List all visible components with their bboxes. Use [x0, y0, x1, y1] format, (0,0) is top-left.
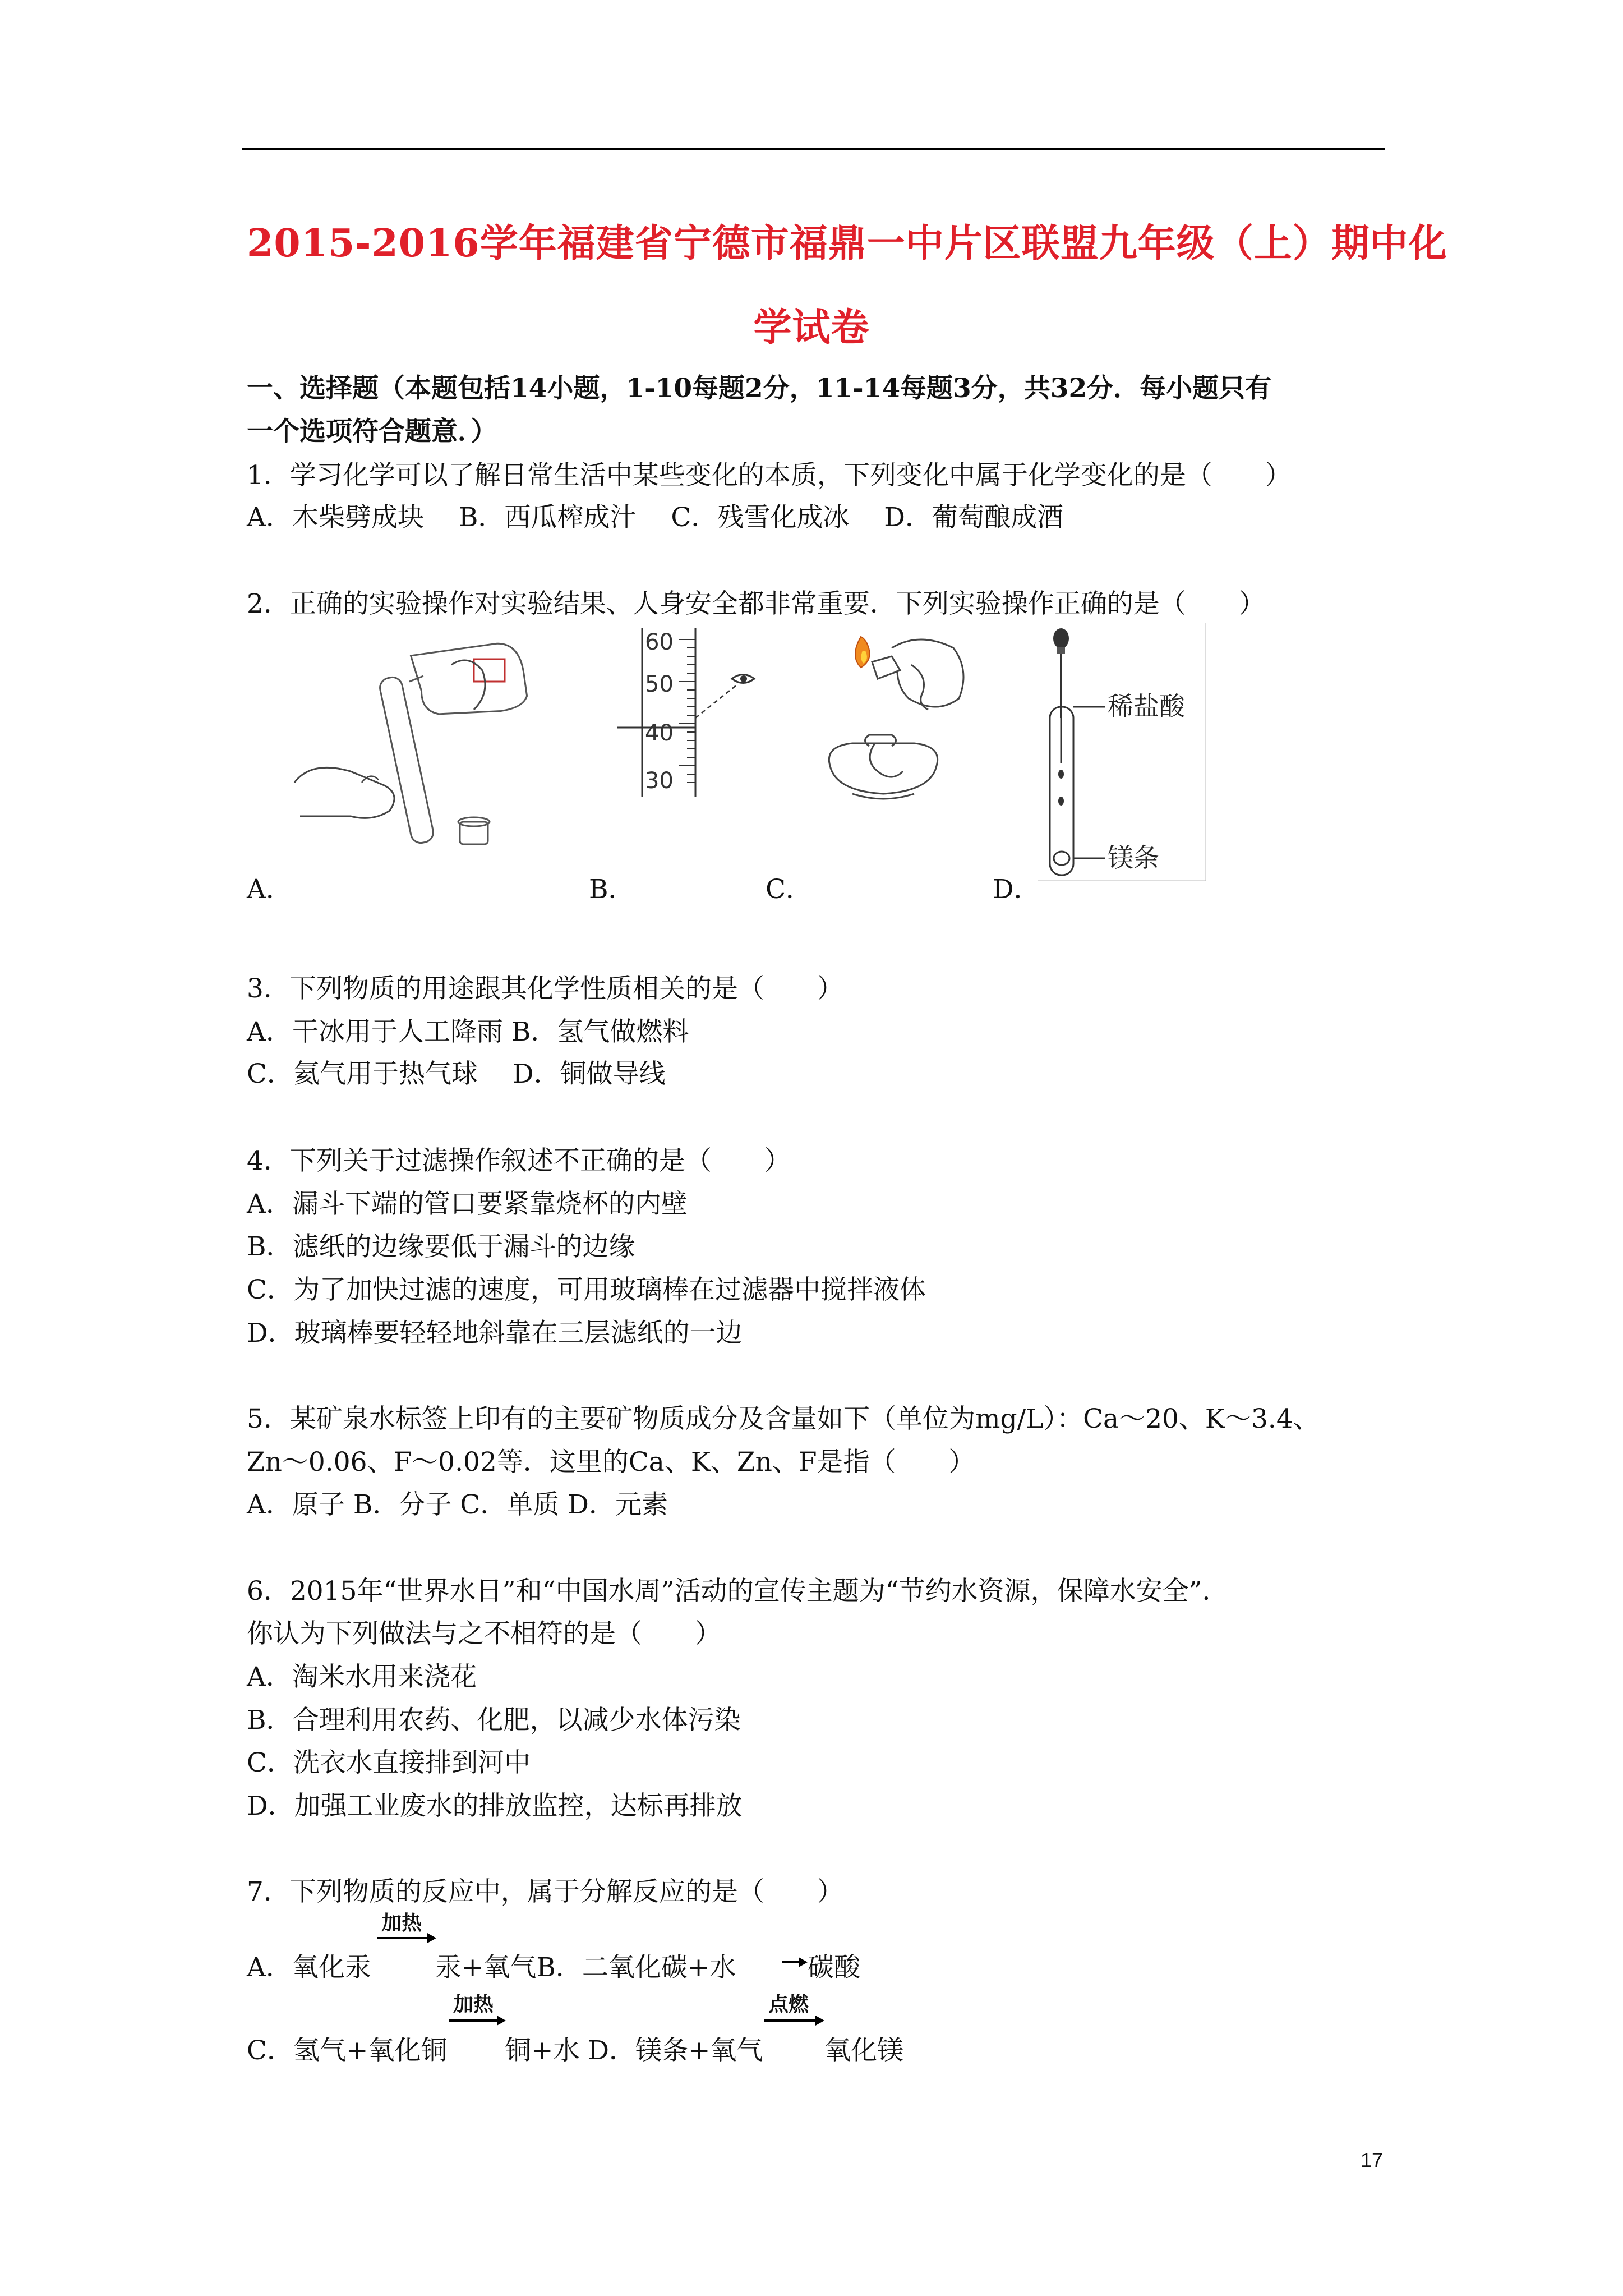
question-7-option-c-reactant: C．氢气+氧化铜 — [247, 2035, 448, 2066]
question-7-stem: 7．下列物质的反应中，属于分解反应的是（ ） — [247, 1876, 843, 1907]
question-2-option-a-label: A． — [247, 874, 292, 905]
question-6-option-b: B．合理利用农药、化肥，以减少水体污染 — [247, 1705, 741, 1736]
question-3-options-line1: A．干冰用于人工降雨 B．氢气做燃料 — [247, 1016, 689, 1047]
dilute-hcl-label: 稀盐酸 — [1108, 691, 1185, 721]
question-7-option-d-product: 氧化镁 — [824, 2035, 903, 2066]
question-7-option-c-product-and-d-reactant: 铜+水 D．镁条+氧气 — [505, 2035, 763, 2066]
cylinder-tick-60: 60 — [645, 629, 674, 655]
question-3-stem: 3．下列物质的用途跟其化学性质相关的是（ ） — [247, 973, 843, 1004]
magnesium-ribbon-label: 镁条 — [1108, 843, 1159, 873]
question-4-option-a: A．漏斗下端的管口要紧靠烧杯的内壁 — [247, 1189, 688, 1220]
question-1-options: A．木柴劈成块 B．西瓜榨成汁 C．残雪化成冰 D．葡萄酿成酒 — [247, 502, 1063, 533]
cylinder-tick-30: 30 — [645, 768, 674, 794]
question-7-option-b-arrow — [782, 1961, 805, 1963]
cylinder-tick-40: 40 — [645, 720, 674, 746]
question-2-option-b-label: B． — [589, 874, 635, 905]
question-3-options-line2: C．氦气用于热气球 D．铜做导线 — [247, 1059, 666, 1089]
question-6-stem-line2: 你认为下列做法与之不相符的是（ ） — [247, 1618, 721, 1649]
question-4-stem: 4．下列关于过滤操作叙述不正确的是（ ） — [247, 1145, 791, 1176]
question-4-option-d: D．玻璃棒要轻轻地斜靠在三层滤纸的一边 — [247, 1318, 743, 1349]
question-4-option-b: B．滤纸的边缘要低于漏斗的边缘 — [247, 1231, 635, 1262]
question-5-stem-line1: 5．某矿泉水标签上印有的主要矿物质成分及含量如下（单位为mg/L）：Ca～20、K～3.4、 — [247, 1404, 1320, 1434]
question-6-stem-line1: 6．2015年“世界水日”和“中国水周”活动的宣传主题为“节约水资源，保障水安全”． — [247, 1576, 1229, 1607]
dropper-test-tube-figure — [1038, 623, 1206, 881]
exam-title-line2: 学试卷 — [753, 305, 870, 350]
cylinder-tick-50: 50 — [645, 671, 674, 697]
question-6-option-a: A．淘米水用来浇花 — [247, 1662, 477, 1692]
question-7-option-c-arrow — [449, 2019, 504, 2022]
question-7-option-c-condition: 加热 — [453, 1993, 494, 2016]
question-1-stem: 1．学习化学可以了解日常生活中某些变化的本质，下列变化中属于化学变化的是（ ） — [247, 460, 1292, 491]
question-5-options: A．原子 B．分子 C．单质 D．元素 — [247, 1489, 668, 1520]
page-number: 17 — [1361, 2148, 1384, 2171]
alcohol-lamp-figure — [808, 625, 976, 805]
section-heading-line1: 一、选择题（本题包括14小题，1-10每题2分，11-14每题3分，共32分．每小题只有 — [247, 373, 1272, 404]
question-7-option-d-condition: 点燃 — [768, 1993, 809, 2016]
question-7-option-d-arrow — [764, 2019, 822, 2022]
question-6-option-d: D．加强工业废水的排放监控，达标再排放 — [247, 1791, 743, 1821]
question-2-option-c-label: C． — [766, 874, 812, 905]
pouring-liquid-figure — [289, 631, 541, 850]
question-7-option-a-product-and-b-reactant: 汞+氧气B．二氧化碳+水 — [435, 1952, 736, 1983]
exam-title-line1: 2015-2016学年福建省宁德市福鼎一中片区联盟九年级（上）期中化 — [247, 221, 1447, 266]
question-4-option-c: C．为了加快过滤的速度，可用玻璃棒在过滤器中搅拌液体 — [247, 1274, 926, 1305]
section-heading-line2: 一个选项符合题意．） — [247, 416, 497, 447]
measuring-cylinder-figure — [611, 623, 768, 802]
question-7-option-a-condition: 加热 — [381, 1912, 422, 1935]
question-6-option-c: C．洗衣水直接排到河中 — [247, 1747, 531, 1778]
question-2-option-d-label: D． — [993, 874, 1040, 905]
question-7-option-a-arrow — [377, 1937, 434, 1939]
question-5-stem-line2: Zn～0.06、F～0.02等．这里的Ca、K、Zn、F是指（ ） — [247, 1447, 975, 1478]
question-7-option-a-reactant: A．氧化汞 — [247, 1952, 371, 1983]
header-rule — [242, 148, 1385, 150]
question-7-option-b-product: 碳酸 — [808, 1952, 860, 1983]
question-2-stem: 2．正确的实验操作对实验结果、人身安全都非常重要．下列实验操作正确的是（ ） — [247, 588, 1265, 619]
